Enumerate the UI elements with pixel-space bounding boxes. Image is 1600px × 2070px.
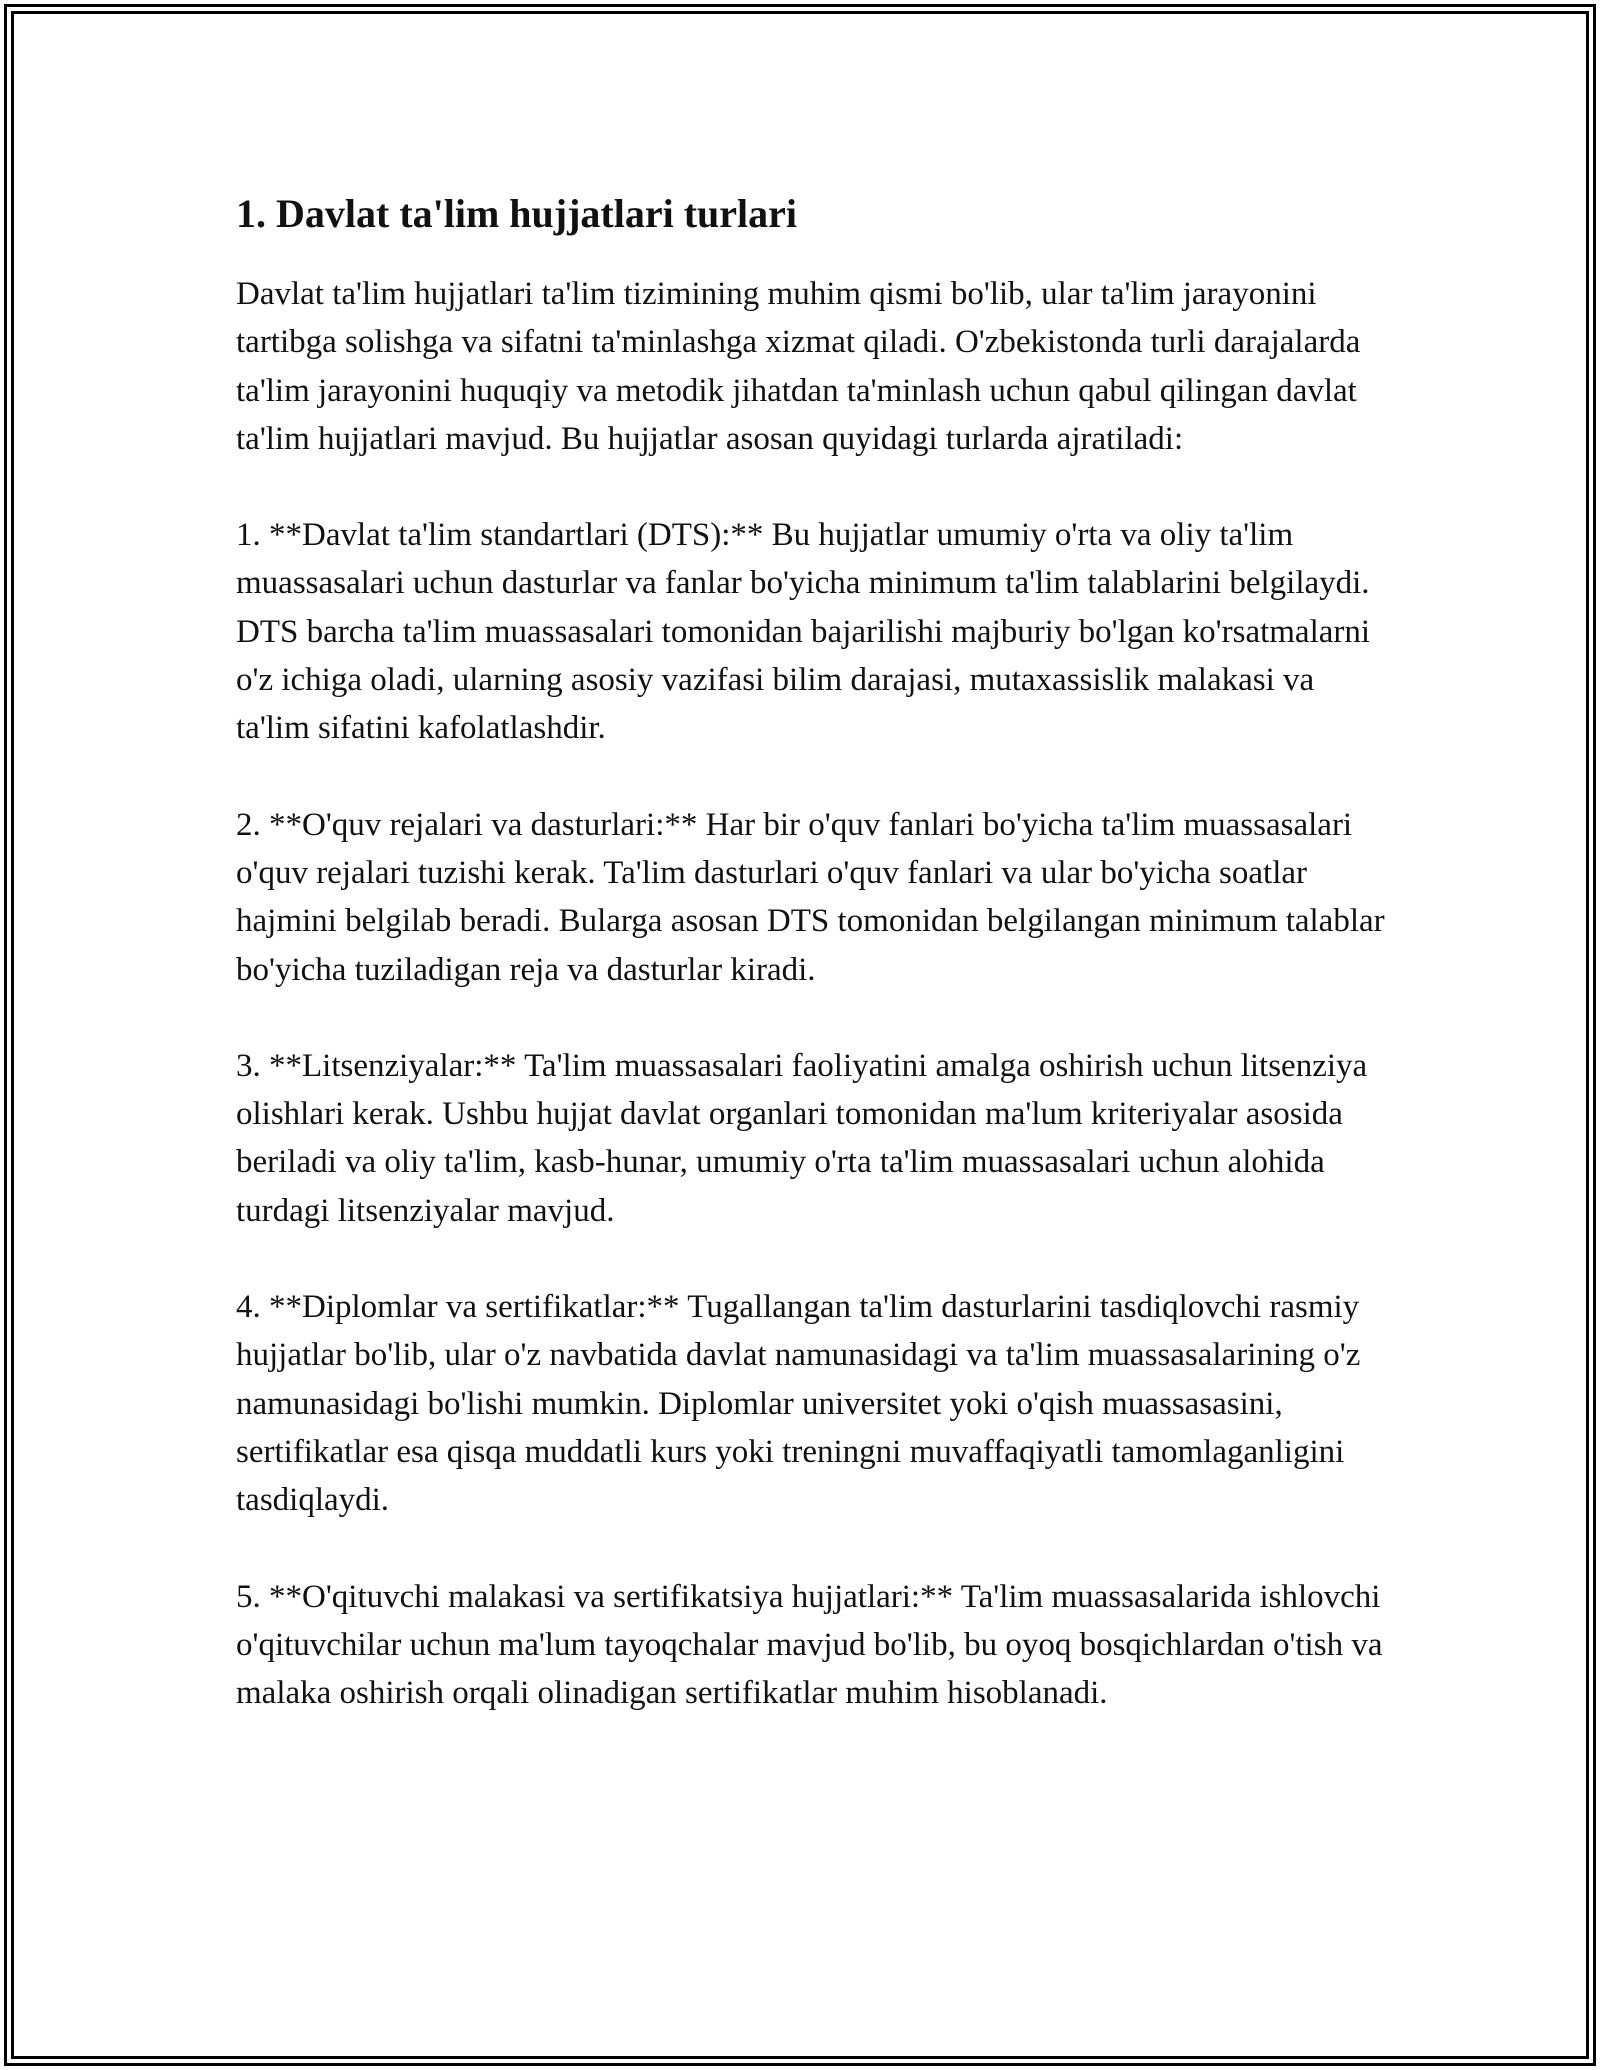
list-item-diplomas: 4. **Diplomlar va sertifikatlar:** Tugallangan ta'lim dasturlarini tasdiqlovchi rasmiy hujjatlar bo'lib, ular o'z navbatida davlat namunasidagi va ta'lim muassasalarining o'z namunasidagi bo'lishi mumkin. Diplomlar universitet yoki o'qish muassasasini, sertifikatlar esa qisqa muddatli kurs yoki treningni muvaffaqiyatli tamomlaganligini tasdiqlaydi.	[236, 1289, 1361, 1519]
intro-paragraph: Davlat ta'lim hujjatlari ta'lim tizimining muhim qismi bo'lib, ular ta'lim jarayonini tartibga solishga va sifatni ta'minlashga xizmat qiladi. O'zbekistonda turli darajalarda ta'lim jarayonini huquqiy va metodik jihatdan ta'minlash uchun qabul qilingan davlat ta'lim hujjatlari mavjud. Bu hujjatlar asosan quyidagi turlarda ajratiladi:	[236, 276, 1361, 457]
list-item-curricula: 2. **O'quv rejalari va dasturlari:** Har bir o'quv fanlari bo'yicha ta'lim muassasalari o'quv rejalari tuzishi kerak. Ta'lim dasturlari o'quv fanlari va ular bo'yicha soatlar hajmini belgilab beradi. Bularga asosan DTS tomonidan belgilangan minimum talablar bo'yicha tuziladigan reja va dasturlar kiradi.	[236, 806, 1385, 988]
list-item-licenses: 3. **Litsenziyalar:** Ta'lim muassasalari faoliyatini amalga oshirish uchun litsenziya olishlari kerak. Ushbu hujjat davlat organlari tomonidan ma'lum kriteriyalar asosida beriladi va oliy ta'lim, kasb-hunar, umumiy o'rta ta'lim muassasalari uchun alohida turdagi litsenziyalar mavjud.	[236, 1047, 1368, 1229]
document-body	[236, 180, 1386, 1765]
list-item-dts: 1. **Davlat ta'lim standartlari (DTS):** Bu hujjatlar umumiy o'rta va oliy ta'lim muassasalari uchun dasturlar va fanlar bo'yicha minimum ta'lim talablarini belgilaydi. DTS barcha ta'lim muassasalari tomonidan bajarilishi majburiy bo'lgan ko'rsatmalarni o'z ichiga oladi, ularning asosiy vazifasi bilim darajasi, mutaxassislik malakasi va ta'lim sifatini kafolatlashdir.	[236, 517, 1371, 747]
section-heading: 1. Davlat ta'lim hujjatlari turlari	[236, 191, 798, 236]
list-item-teacher-certification: 5. **O'qituvchi malakasi va sertifikatsiya hujjatlari:** Ta'lim muassasalarida ishlovchi o'qituvchilar uchun ma'lum tayoqchalar mavjud bo'lib, bu oyoq bosqichlardan o'tish va malaka oshirish orqali olinadigan sertifikatlar muhim hisoblanadi.	[236, 1578, 1383, 1712]
